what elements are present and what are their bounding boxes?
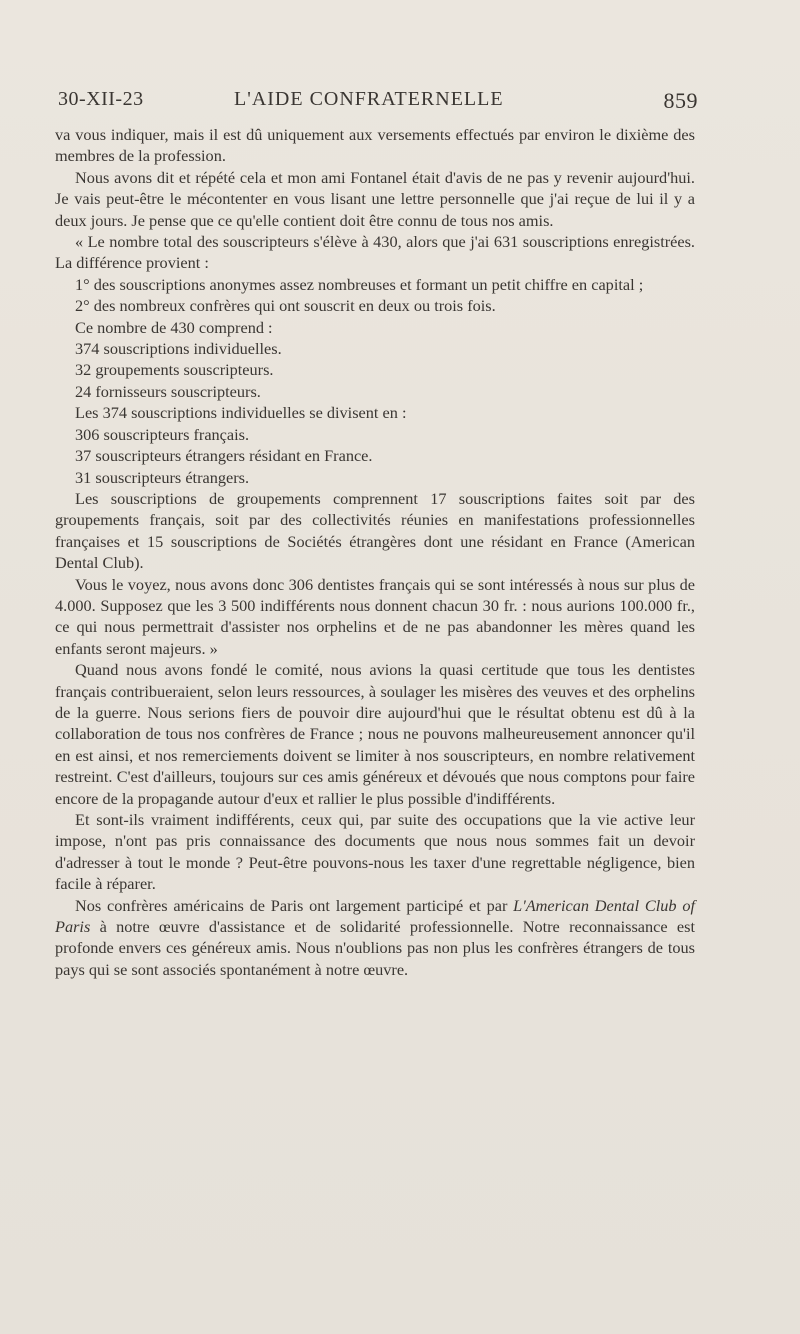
- paragraph: Nous avons dit et répété cela et mon ami Fontanel était d'avis de ne pas y revenir aujourd'hui. Je vais peut-être le mécontenter en vous lisant une lettre personnelle que j'ai reçue de lui il y a deux jours. Je pense que ce qu'elle contient doit être connu de tous nos amis.: [55, 167, 695, 230]
- list-item: 24 fornisseurs souscripteurs.: [75, 381, 261, 401]
- list-item: 306 souscripteurs français.: [75, 424, 250, 444]
- header-date: 30-XII-23: [58, 88, 144, 110]
- last-paragraph-start: Nos confrères américains de Paris ont largement participé et par: [75, 895, 514, 915]
- club-name-italic: L'American Dental Club of Paris: [55, 895, 695, 937]
- list-item: 1° des souscriptions anonymes assez nombreuses et formant un petit chiffre en capital ;: [75, 274, 644, 294]
- body-text: [55, 124, 695, 980]
- paragraph: Les 374 souscriptions individuelles se divisent en :: [75, 403, 407, 423]
- page-number: 859: [663, 88, 698, 113]
- paragraph: « Le nombre total des souscripteurs s'élève à 430, alors que j'ai 631 souscriptions enregistrées. La différence provient :: [55, 232, 695, 273]
- list-item: 37 souscripteurs étrangers résidant en France.: [75, 446, 373, 466]
- list-item: 2° des nombreux confrères qui ont souscrit en deux ou trois fois.: [75, 296, 496, 316]
- paragraph-last: [55, 895, 695, 981]
- paragraph-continuation: va vous indiquer, mais il est dû uniquement aux versements effectués par environ le dixième des membres de la profession.: [55, 125, 695, 166]
- list-item: 31 souscripteurs étrangers.: [75, 467, 250, 487]
- list-item: 32 groupements souscripteurs.: [75, 360, 274, 380]
- paragraph: Quand nous avons fondé le comité, nous avions la quasi certitude que tous les dentistes français contribueraient, selon leurs ressources, à soulager les misères des veuves et des orphelins de la guerre. Nous serions fiers de pouvoir dire aujourd'hui que le résultat obtenu est dû à la collaboration de tous nos confrères de France ; nous ne pouvons malheureusement annoncer qu'il en est ainsi, et nos remerciements doivent se limiter à nos souscripteurs, en nombre relativement restreint. C'est d'ailleurs, toujours sur ces amis généreux et dévoués que nous comptons pour faire encore de la propagande autour d'eux et rallier le plus possible d'indifférents.: [55, 660, 695, 808]
- header-title: L'AIDE CONFRATERNELLE: [234, 88, 504, 110]
- paragraph: Ce nombre de 430 comprend :: [75, 317, 273, 337]
- list-item: 374 souscriptions individuelles.: [75, 339, 282, 359]
- paragraph: Vous le voyez, nous avons donc 306 dentistes français qui se sont intéressés à nous sur plus de 4.000. Supposez que les 3 500 indifférents nous donnent chacun 30 fr. : nous aurions 100.000 fr., ce qui nous permettrait d'assister nos orphelins et de ne pas abandonner les mères quand les enfants seront majeurs. »: [55, 574, 695, 658]
- running-header: [58, 88, 698, 116]
- last-paragraph-end: à notre œuvre d'assistance et de solidarité professionnelle. Notre reconnaissance est profonde envers ces généreux amis. Nous n'oublions pas non plus les confrères étrangers de tous pays qui se sont associés spontanément à notre œuvre.: [55, 917, 695, 979]
- paragraph: Les souscriptions de groupements comprennent 17 souscriptions faites soit par des groupements français, soit par des collectivités réunies en manifestations professionnelles françaises et 15 souscriptions de Sociétés étrangères dont une résidant en France (American Dental Club).: [55, 488, 695, 573]
- paragraph: Et sont-ils vraiment indifférents, ceux qui, par suite des occupations que la vie active leur impose, n'ont pas pris connaissance des documents que nous nous sommes fait un devoir d'adresser à tout le monde ? Peut-être pouvons-nous les taxer d'une regrettable négligence, bien facile à réparer.: [55, 810, 695, 894]
